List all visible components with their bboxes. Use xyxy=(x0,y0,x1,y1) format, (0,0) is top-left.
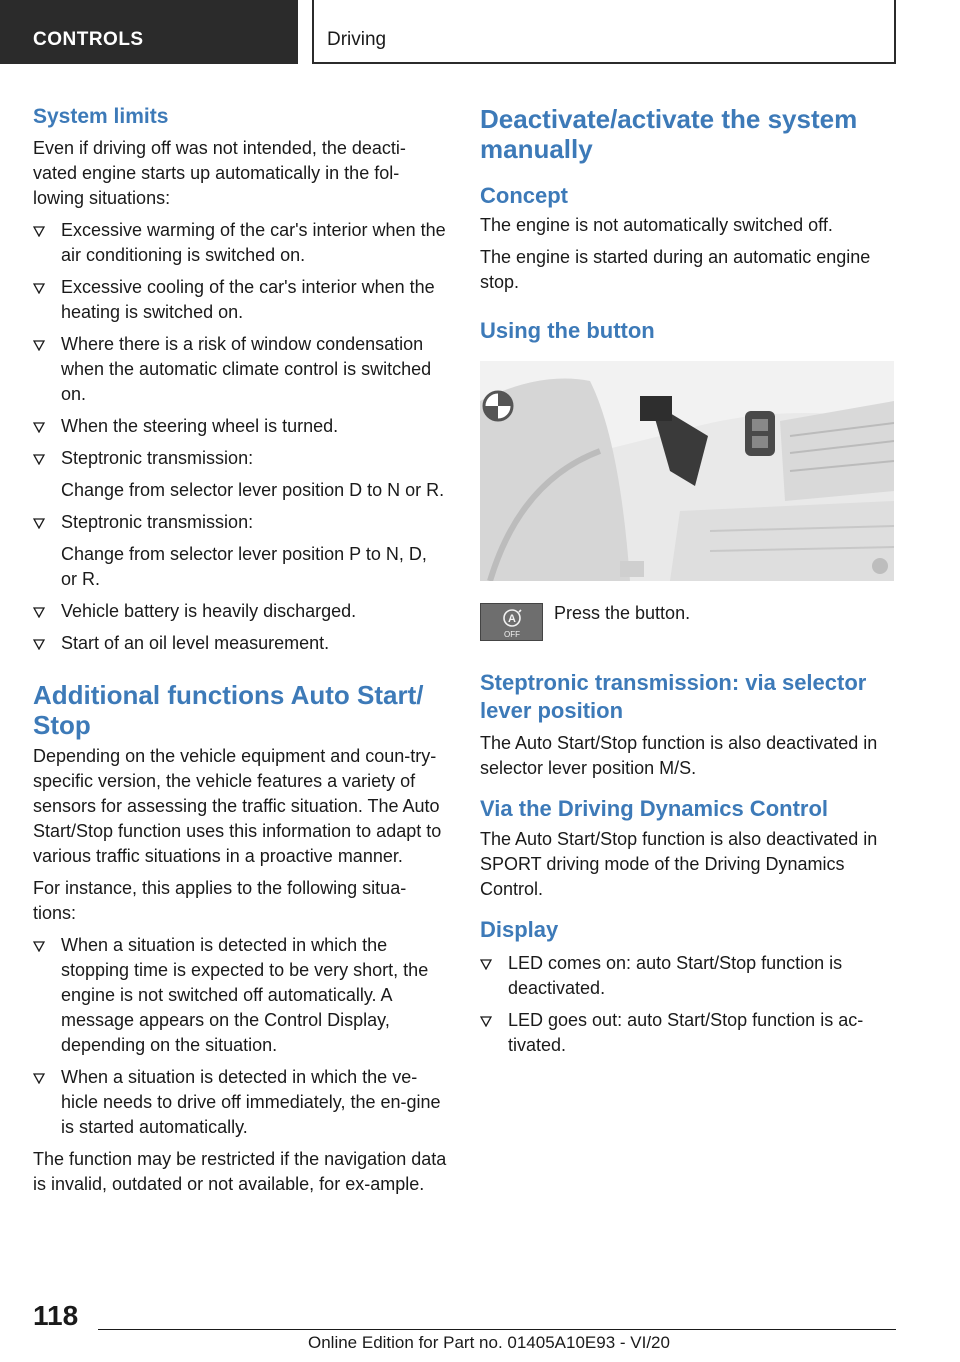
list-item: When the steering wheel is turned. xyxy=(33,414,447,439)
list-item: When a situation is detected in which the ve‐hicle needs to drive off immediately, the en‐gine is started automatically. xyxy=(33,1065,447,1140)
list-item: Where there is a risk of window condensation when the automatic climate control is switched on. xyxy=(33,332,447,407)
concept-para: The engine is started during an automatic engine stop. xyxy=(480,247,871,292)
triangle-bullet-icon xyxy=(33,933,47,958)
ddc-heading: Via the Driving Dynamics Control xyxy=(480,796,829,821)
list-item: LED goes out: auto Start/Stop function is ac‐tivated. xyxy=(480,1008,898,1058)
system-limits-intro: Even if driving off was not intended, the deacti‐vated engine starts up automatically in the fol‐lowing situations: xyxy=(33,138,406,208)
list-item: Steptronic transmission: Change from selector lever position P to N, D, or R. xyxy=(33,510,447,592)
list-item: Excessive cooling of the car's interior when the heating is switched on. xyxy=(33,275,447,325)
triangle-bullet-icon xyxy=(33,510,47,535)
triangle-bullet-icon xyxy=(480,1008,494,1033)
header-section-tab xyxy=(0,0,298,64)
press-button-text: Press the button. xyxy=(554,603,691,623)
steptronic-heading: Steptronic transmission: via selector lever position xyxy=(480,670,867,723)
triangle-bullet-icon xyxy=(33,414,47,439)
additional-functions-heading: Additional functions Auto Start/ Stop xyxy=(33,680,424,740)
svg-text:OFF: OFF xyxy=(504,630,520,639)
list-item-detail: Change from selector lever position P to N, D, or R. xyxy=(61,544,427,589)
header-section-label: CONTROLS xyxy=(33,29,144,50)
additional-functions-list xyxy=(33,933,447,1140)
triangle-bullet-icon xyxy=(33,446,47,471)
list-item: Steptronic transmission: Change from selector lever position D to N or R. xyxy=(33,446,447,503)
steptronic-para: The Auto Start/Stop function is also deactivated in selector lever position M/S. xyxy=(480,733,878,778)
display-list xyxy=(480,951,898,1058)
list-item: LED comes on: auto Start/Stop function is deactivated. xyxy=(480,951,898,1001)
auto-start-stop-off-icon xyxy=(480,603,543,641)
triangle-bullet-icon xyxy=(33,275,47,300)
triangle-bullet-icon xyxy=(480,951,494,976)
right-column xyxy=(480,100,898,1058)
triangle-bullet-icon xyxy=(33,599,47,624)
triangle-bullet-icon xyxy=(33,1065,47,1090)
dashboard-illustration xyxy=(480,361,894,581)
concept-para: The engine is not automatically switched off. xyxy=(480,215,833,235)
svg-text:A: A xyxy=(508,613,516,625)
triangle-bullet-icon xyxy=(33,332,47,357)
list-item-detail: Change from selector lever position D to N or R. xyxy=(61,480,445,500)
additional-functions-para: For instance, this applies to the following situa‐tions: xyxy=(33,878,407,923)
additional-functions-para: Depending on the vehicle equipment and coun‐try-specific version, the vehicle features a variety of sensors for assessing the traffic situation. The Auto Start/Stop function uses this information to adapt to various traffic situations in a proactive manner. xyxy=(33,746,442,866)
triangle-bullet-icon xyxy=(33,218,47,243)
triangle-bullet-icon xyxy=(33,631,47,656)
dashboard-photo xyxy=(480,361,894,581)
list-item: Excessive warming of the car's interior when the air conditioning is switched on. xyxy=(33,218,447,268)
concept-heading: Concept xyxy=(480,183,568,208)
header-chapter-label: Driving xyxy=(327,29,387,50)
footer-divider xyxy=(98,1329,896,1330)
left-column xyxy=(33,100,447,1197)
page-number: 118 xyxy=(33,1300,79,1331)
system-limits-heading: System limits xyxy=(33,105,169,128)
display-heading: Display xyxy=(480,917,559,942)
header-chapter-tab xyxy=(312,0,896,64)
button-instruction-row xyxy=(480,601,898,665)
list-item: Start of an oil level measurement. xyxy=(33,631,447,656)
footer-edition: Online Edition for Part no. 01405A10E93 - VI/20 xyxy=(308,1333,670,1352)
list-item: Vehicle battery is heavily discharged. xyxy=(33,599,447,624)
deactivate-heading: Deactivate/activate the system manually xyxy=(480,104,858,164)
using-button-heading: Using the button xyxy=(480,318,655,343)
additional-functions-para: The function may be restricted if the navigation data is invalid, outdated or not available, for ex‐ample. xyxy=(33,1149,447,1194)
list-item: When a situation is detected in which the stopping time is expected to be very short, the engine is not switched off automatically. A message appears on the Control Display, depending on the situation. xyxy=(33,933,447,1058)
ddc-para: The Auto Start/Stop function is also deactivated in SPORT driving mode of the Driving Dynamics Control. xyxy=(480,829,878,899)
system-limits-list xyxy=(33,218,447,656)
